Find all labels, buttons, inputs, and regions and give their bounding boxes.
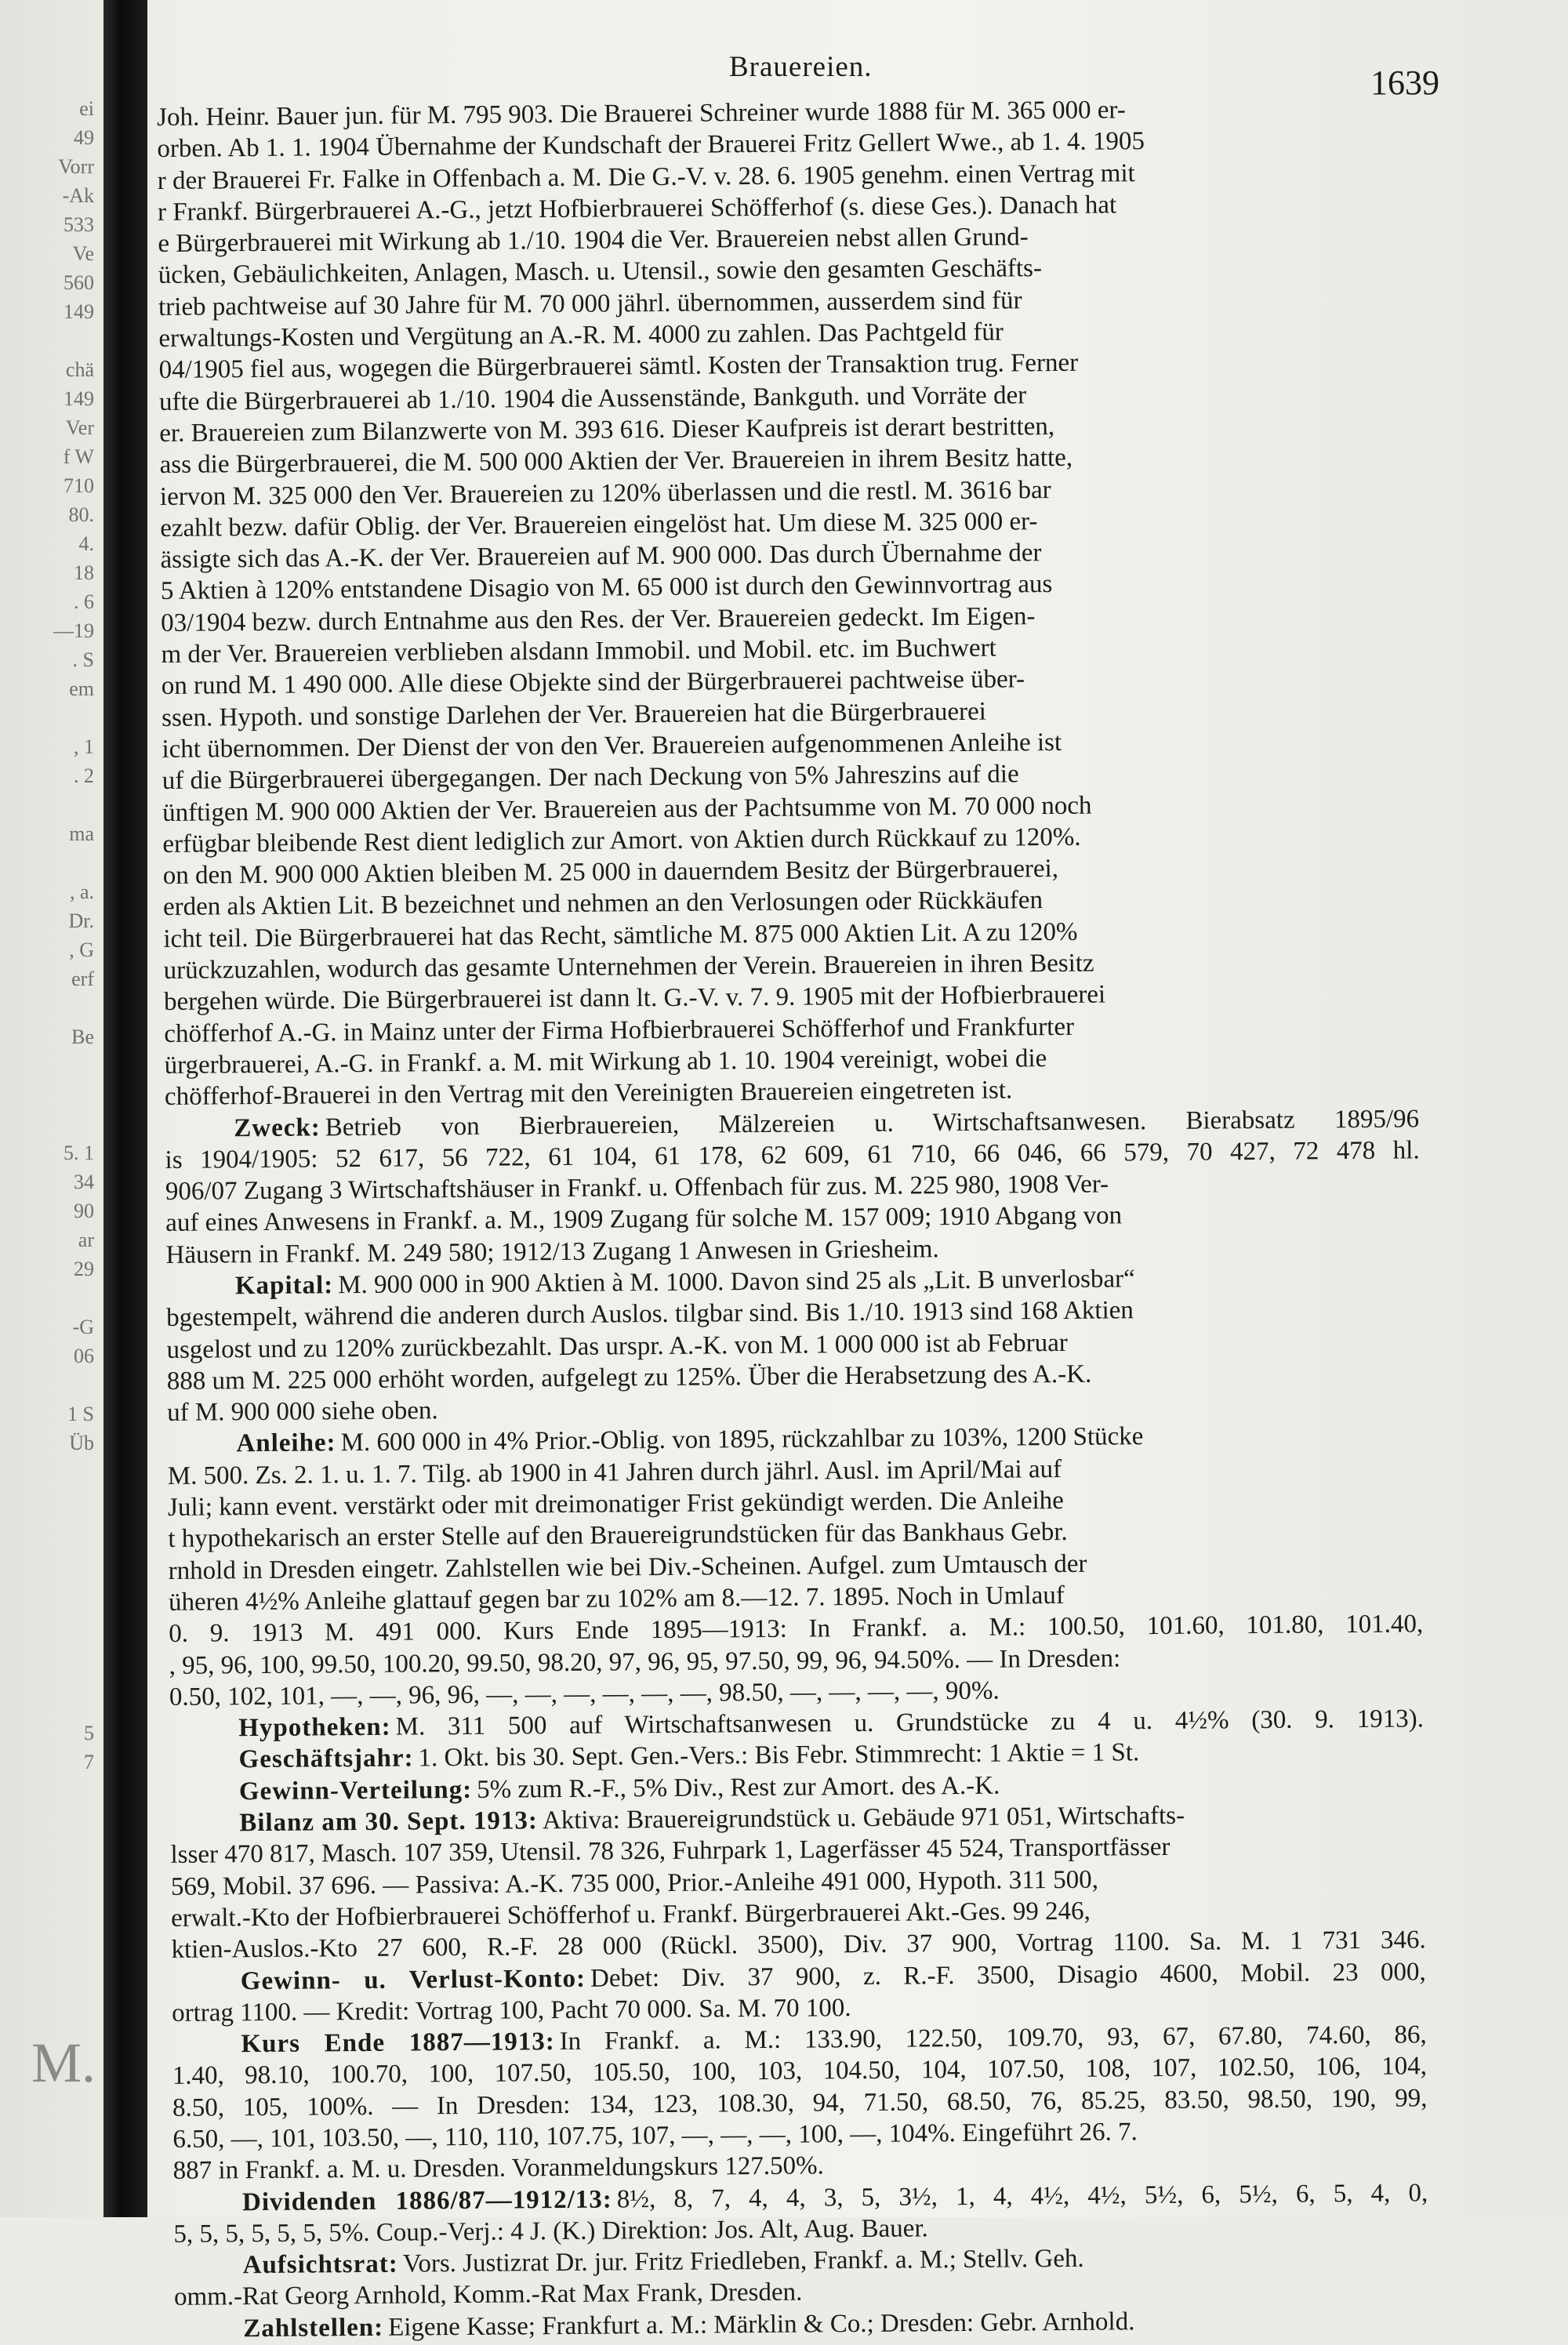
margin-fragment: 49 [74, 126, 94, 149]
line-text: rnhold in Dresden eingetr. Zahlstellen wie bei Div.-Scheinen. Aufgel. zum Umtausch der [168, 1549, 1087, 1585]
margin-fragment: -G [72, 1316, 94, 1338]
line-text: ssen. Hypoth. und sonstige Darlehen der Ver. Brauereien hat die Bürgerbrauerei [162, 697, 986, 732]
margin-mark: M. [31, 2031, 96, 2094]
margin-fragment [0, 1574, 94, 1603]
margin-fragment [0, 790, 94, 819]
line-text: 5% zum R.-F., 5% Div., Rest zur Amort. des A.-K. [477, 1771, 1000, 1804]
section-heading: Zahlstellen: [243, 2313, 384, 2343]
line-text: t hypothekarisch an erster Stelle auf den Brauereigrundstücken für das Bankhaus Gebr. [168, 1518, 1068, 1554]
line-text: ücken, Gebäulichkeiten, Anlagen, Masch. u. Utensil., sowie den gesamten Geschäfts- [158, 254, 1043, 290]
line-text: ässigte sich das A.-K. der Ver. Brauereien auf M. 900 000. Das durch Übernahme der [160, 539, 1042, 575]
line-text: icht übernommen. Der Dienst der von den Ver. Brauereien aufgenommenen Anleihe ist [162, 728, 1062, 764]
line-text: In Frankf. a. M.: 133.90, 122.50, 109.70, 93, 67, 67.80, 74.60, 86, [559, 2020, 1427, 2056]
margin-fragment: Ve [72, 242, 94, 265]
section-heading: Gewinn- u. Verlust-Konto: [240, 1964, 586, 1995]
section-heading: Kapital: [234, 1271, 334, 1301]
margin-fragment: Ver [65, 416, 94, 439]
margin-fragment: f W [63, 445, 94, 468]
margin-fragment [0, 1661, 94, 1690]
margin-fragment: 7 [84, 1751, 94, 1773]
margin-fragment: 710 [64, 474, 94, 497]
line-text: Betrieb von Bierbrauereien, Mälzereien u. Wirtschaftsanwesen. Bierabsatz 1895/96 [325, 1104, 1420, 1142]
margin-fragment: 533 [64, 213, 94, 236]
line-text: 888 um M. 225 000 erhöht worden, aufgelegt zu 125%. Über die Herabsetzung des A.-K. [166, 1359, 1092, 1396]
line-text: trieb pachtweise auf 30 Jahre für M. 70 000 jährl. übernommen, ausserdem sind für [158, 286, 1022, 321]
margin-fragment [0, 1777, 94, 1806]
line-text: lsser 470 817, Masch. 107 359, Utensil. 78 326, Fuhrpark 1, Lagerfässer 45 524, Transportfässer [170, 1833, 1171, 1870]
line-text: M. 600 000 in 4% Prior.-Oblig. von 1895, rückzahlbar zu 103%, 1200 Stücke [340, 1422, 1144, 1457]
margin-fragment: 560 [64, 271, 94, 294]
line-text: on den M. 900 000 Aktien bleiben M. 25 000 in dauerndem Besitz der Bürgerbrauerei, [162, 855, 1059, 891]
margin-fragment: —19 [53, 619, 94, 642]
margin-fragment [0, 1051, 94, 1080]
page-number: 1639 [1370, 64, 1439, 102]
line-text: ünftigen M. 900 000 Aktien der Ver. Brauereien aus der Pachtsumme von M. 70 000 noch [162, 791, 1092, 827]
line-text: 5, 5, 5, 5, 5, 5, 5%. Coup.-Verj.: 4 J. (K.) Direktion: Jos. Alt, Aug. Bauer. [173, 2214, 928, 2249]
margin-fragment [0, 993, 94, 1022]
margin-fragment [0, 1283, 94, 1312]
line-text: on rund M. 1 490 000. Alle diese Objekte sind der Bürgerbrauerei pachtweise über- [161, 665, 1025, 701]
margin-fragment [0, 326, 94, 355]
line-text: 8½, 8, 7, 4, 4, 3, 5, 3½, 1, 4, 4½, 4½, 5½, 6, 5½, 6, 5, 4, 0, [616, 2178, 1428, 2214]
margin-fragment: Üb [69, 1432, 94, 1454]
margin-fragment [0, 1806, 94, 1835]
line-text: 0.50, 102, 101, —, —, 96, 96, —, —, —, —, —, —, 98.50, —, —, —, —, 90%. [169, 1676, 1000, 1712]
line-text: Vors. Justizrat Dr. jur. Fritz Friedleben, Frankf. a. M.; Stellv. Geh. [402, 2244, 1084, 2278]
margin-fragment [0, 1545, 94, 1574]
line-text: erwaltungs-Kosten und Vergütung an A.-R. M. 4000 zu zahlen. Das Pachtgeld für [158, 318, 1004, 354]
line-text: Debet: Div. 37 900, z. R.-F. 3500, Disagio 4600, Mobil. 23 000, [590, 1957, 1426, 1993]
line-text: 0. 9. 1913 M. 491 000. Kurs Ende 1895—1913: In Frankf. a. M.: 100.50, 101.60, 101.80, 101.40, [169, 1610, 1424, 1649]
line-text: ass die Bürgerbrauerei, die M. 500 000 Aktien der Ver. Brauereien in ihrem Besitz hatte, [159, 444, 1073, 480]
line-text: Aktiva: Brauereigrundstück u. Gebäude 971 051, Wirtschafts- [542, 1801, 1185, 1835]
margin-fragment: , G [69, 938, 94, 961]
margin-fragment: erf [71, 967, 94, 990]
line-text: ürgerbrauerei, A.-G. in Frankf. a. M. mit Wirkung ab 1. 10. 1904 vereinigt, wobei die [164, 1044, 1047, 1080]
section-heading: Kurs Ende 1887—1913: [241, 2027, 555, 2059]
margin-fragment [0, 703, 94, 732]
margin-fragment: , 1 [74, 735, 94, 758]
line-text: M. 500. Zs. 2. 1. u. 1. 7. Tilg. ab 1900 in 41 Jahren durch jährl. Ausl. im April/Mai auf [167, 1454, 1062, 1490]
margin-fragment: ei [79, 97, 94, 120]
margin-fragment: 29 [74, 1258, 94, 1280]
line-text: 569, Mobil. 37 696. — Passiva: A.-K. 735 000, Prior.-Anleihe 491 000, Hypoth. 311 500, [170, 1865, 1099, 1901]
line-text: erden als Aktien Lit. B bezeichnet und nehmen an den Verlosungen oder Rückkäufen [162, 886, 1044, 922]
line-text: er. Brauereien zum Bilanzwerte von M. 393 616. Dieser Kaufpreis ist derart bestritten, [159, 412, 1055, 448]
line-text: Häusern in Frankf. M. 249 580; 1912/13 Zugang 1 Anwesen in Griesheim. [165, 1234, 939, 1269]
line-text: chöfferhof A.-G. in Mainz unter der Firma Hofbierbrauerei Schöfferhof und Frankfurter [164, 1012, 1075, 1048]
line-text: 04/1905 fiel aus, wogegen die Bürgerbrauerei sämtl. Kosten der Transaktion trug. Ferner [158, 349, 1079, 385]
margin-fragment: 80. [68, 503, 94, 526]
margin-fragment: 149 [64, 300, 94, 323]
line-text: omm.-Rat Georg Arnhold, Komm.-Rat Max Frank, Dresden. [173, 2278, 803, 2312]
margin-fragment: em [69, 677, 94, 700]
section-heading: Aufsichtsrat: [242, 2249, 398, 2280]
line-text: auf eines Anwesens in Frankf. a. M., 1909 Zugang für solche M. 157 009; 1910 Abgang von [165, 1201, 1123, 1238]
margin-fragment [0, 1632, 94, 1661]
margin-fragment: Vorr [58, 155, 94, 178]
section-heading: Gewinn-Verteilung: [238, 1775, 473, 1806]
line-text: Eigene Kasse; Frankfurt a. M.: Märklin & Co.; Dresden: Gebr. Arnhold. [388, 2307, 1135, 2342]
line-text: ezahlt bezw. dafür Oblig. der Ver. Brauereien eingelöst hat. Um diese M. 325 000 er- [160, 507, 1038, 543]
line-text: ktien-Auslos.-Kto 27 600, R.-F. 28 000 (Rückl. 3500), Div. 37 900, Vortrag 1100. Sa. M. 1 731 346. [171, 1926, 1426, 1965]
margin-fragment [0, 1080, 94, 1109]
document-body [157, 92, 1435, 2345]
line-text: bgestempelt, während die anderen durch Auslos. tilgbar sind. Bis 1./10. 1913 sind 168 Aktien [166, 1296, 1134, 1333]
line-text: 8.50, 105, 100%. — In Dresden: 134, 123, 108.30, 94, 71.50, 68.50, 76, 85.25, 83.50, 98.50, 190, 99, [172, 2084, 1428, 2122]
line-text: urückzuzahlen, wodurch das gesamte Unternehmen der Verein. Brauereien in ihren Besitz [163, 949, 1094, 985]
line-text: , 95, 96, 100, 99.50, 100.20, 99.50, 98.20, 97, 96, 95, 97.50, 99, 96, 94.50%. — In Dresden: [169, 1643, 1121, 1680]
margin-fragment [0, 1109, 94, 1138]
line-text: is 1904/1905: 52 617, 56 722, 61 104, 61 178, 62 609, 61 710, 66 046, 66 579, 70 427, 72 478 hl. [165, 1136, 1420, 1174]
margin-fragment [0, 1486, 94, 1516]
running-title: Brauereien. [729, 51, 873, 83]
margin-fragment: 90 [74, 1200, 94, 1222]
line-text: 5 Aktien à 120% entstandene Disagio von M. 65 000 ist durch den Gewinnvortrag aus [160, 570, 1053, 606]
line-text: 6.50, —, 101, 103.50, —, 110, 110, 107.75, 107, —, —, —, 100, —, 104%. Eingeführt 26. 7. [172, 2118, 1138, 2154]
margin-fragment: 34 [74, 1171, 94, 1193]
margin-fragment: -Ak [62, 184, 94, 207]
margin-fragment: 5 [84, 1722, 94, 1744]
line-text: 1.40, 98.10, 100.70, 100, 107.50, 105.50, 100, 103, 104.50, 104, 107.50, 108, 107, 102.50, 106, 104, [172, 2052, 1428, 2091]
margin-fragment: 5. 1 [64, 1142, 94, 1164]
line-text: erfügbar bleibende Rest dient lediglich zur Amort. von Aktien durch Rückkauf zu 120%. [162, 822, 1081, 859]
line-text: uf die Bürgerbrauerei übergegangen. Der nach Deckung von 5% Jahreszins auf die [162, 760, 1019, 796]
margin-fragment: 149 [64, 387, 94, 410]
margin-fragment [0, 1835, 94, 1864]
margin-fragment: . S [72, 648, 94, 671]
margin-fragment [0, 1370, 94, 1399]
line-text: iervon M. 325 000 den Ver. Brauereien zu 120% überlassen und die restl. M. 3616 bar [159, 475, 1051, 511]
margin-fragment [0, 848, 94, 877]
binding-edge [103, 0, 147, 2217]
line-text: üheren 4½% Anleihe glattauf gegen bar zu 102% am 8.—12. 7. 1895. Noch in Umlauf [168, 1581, 1065, 1617]
margin-fragment: , a. [69, 880, 94, 903]
margin-fragment: 18 [74, 561, 94, 584]
margin-fragment: chä [65, 358, 94, 381]
line-text: uf M. 900 000 siehe oben. [166, 1396, 438, 1428]
margin-fragment: ar [78, 1229, 94, 1251]
line-text: ortrag 1100. — Kredit: Vortrag 100, Pacht 70 000. Sa. M. 70 100. [172, 1993, 851, 2027]
line-text: 906/07 Zugang 3 Wirtschaftshäuser in Frankf. u. Offenbach für zus. M. 225 980, 1908 Ver- [165, 1170, 1109, 1207]
margin-fragment [0, 1864, 94, 1893]
line-text: icht teil. Die Bürgerbrauerei hat das Recht, sämtliche M. 875 000 Aktien Lit. A zu 120% [163, 917, 1078, 953]
section-heading: Dividenden 1886/87—1912/13: [241, 2185, 612, 2216]
line-text: r der Brauerei Fr. Falke in Offenbach a. M. Die G.-V. v. 28. 6. 1905 genehm. einen Vertrag mit [157, 158, 1135, 195]
margin-fragment [0, 1893, 94, 1922]
line-text: ufte die Bürgerbrauerei ab 1./10. 1904 die Aussenstände, Bankguth. und Vorräte der [158, 380, 1027, 416]
line-text: r Frankf. Bürgerbrauerei A.-G., jetzt Hofbierbrauerei Schöfferhof (s. diese Ges.). Danach hat [157, 191, 1117, 227]
line-text: Juli; kann event. verstärkt oder mit dreimonatiger Frist gekündigt werden. Die Anleihe [167, 1486, 1065, 1523]
section-heading: Anleihe: [236, 1428, 336, 1458]
line-text: chöfferhof-Brauerei in den Vertrag mit den Vereinigten Brauereien eingetreten ist. [164, 1076, 1013, 1112]
margin-fragment: . 6 [74, 590, 94, 613]
margin-fragment [0, 1457, 94, 1486]
margin-fragment: 4. [78, 532, 94, 555]
margin-fragment [0, 1690, 94, 1719]
line-text: e Bürgerbrauerei mit Wirkung ab 1./10. 1904 die Ver. Brauereien nebst allen Grund- [158, 223, 1029, 259]
section-heading: Hypotheken: [238, 1712, 391, 1743]
line-text: Joh. Heinr. Bauer jun. für M. 795 903. Die Brauerei Schreiner wurde 1888 für M. 365 000 er- [157, 96, 1126, 132]
margin-fragment: Be [71, 1025, 94, 1048]
previous-page-margin [0, 94, 94, 1773]
section-heading: Bilanz am 30. Sept. 1913: [239, 1806, 539, 1838]
line-text: m der Ver. Brauereien verblieben alsdann Immobil. und Mobil. etc. im Buchwert [161, 633, 996, 670]
line-text: 887 in Frankf. a. M. u. Dresden. Voranmeldungskurs 127.50%. [172, 2151, 824, 2186]
margin-fragment: ma [69, 822, 94, 845]
line-text: orben. Ab 1. 1. 1904 Übernahme der Kundschaft der Brauerei Fritz Gellert Wwe., ab 1. 4. 1905 [157, 127, 1145, 164]
margin-fragment [0, 1516, 94, 1545]
line-text: M. 311 500 auf Wirtschaftsanwesen u. Grundstücke zu 4 u. 4½% (30. 9. 1913). [395, 1704, 1425, 1741]
line-text: 03/1904 bezw. durch Entnahme aus den Res. der Ver. Brauereien gedeckt. Im Eigen- [161, 601, 1036, 637]
margin-fragment [0, 1603, 94, 1632]
section-heading: Geschäftsjahr: [238, 1744, 414, 1774]
line-text: bergehen würde. Die Bürgerbrauerei ist dann lt. G.-V. v. 7. 9. 1905 mit der Hofbierbrauerei [163, 980, 1106, 1017]
line-text: erwalt.-Kto der Hofbierbrauerei Schöfferhof u. Frankf. Bürgerbrauerei Akt.-Ges. 99 246, [171, 1897, 1091, 1933]
margin-fragment: 1 S [67, 1403, 94, 1425]
margin-fragment: 06 [74, 1345, 94, 1367]
margin-fragment: Dr. [68, 909, 94, 932]
margin-fragment: . 2 [74, 764, 94, 787]
line-text: 1. Okt. bis 30. Sept. Gen.-Vers.: Bis Febr. Stimmrecht: 1 Aktie = 1 St. [418, 1738, 1140, 1773]
line-text: M. 900 000 in 900 Aktien à M. 1000. Davon sind 25 als „Lit. B unverlosbar“ [338, 1265, 1135, 1300]
line-text: usgelost und zu 120% zurückbezahlt. Das urspr. A.-K. von M. 1 000 000 ist ab Februar [166, 1328, 1068, 1364]
section-heading: Zweck: [234, 1113, 321, 1142]
